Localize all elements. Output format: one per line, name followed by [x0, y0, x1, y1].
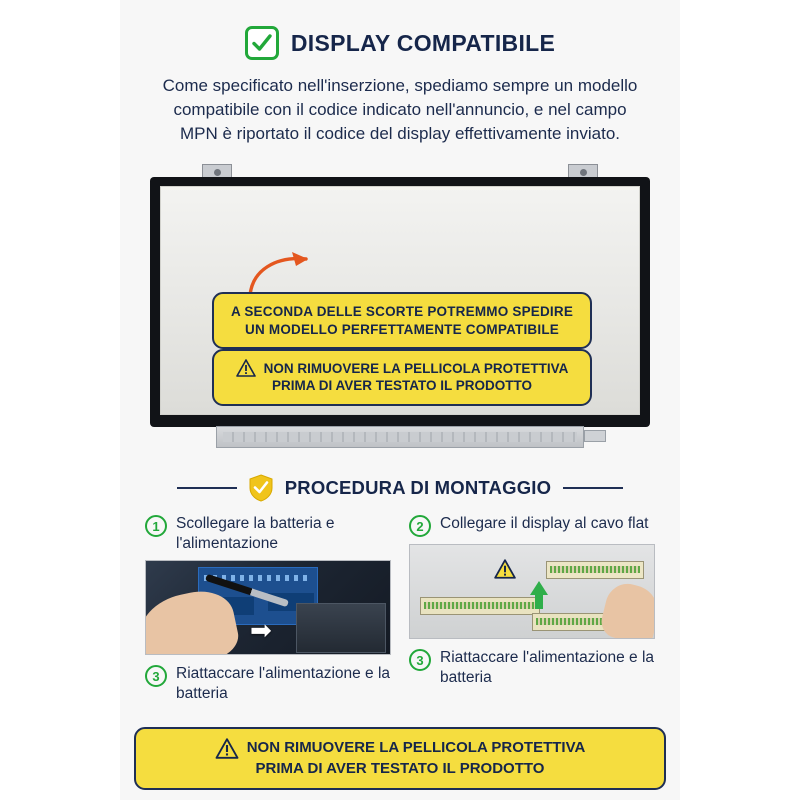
step-2 — [409, 514, 655, 537]
bottom-warning-line2: PRIMA DI AVER TESTATO IL PRODOTTO — [255, 759, 545, 777]
procedure-column-left — [145, 514, 391, 710]
step-3-left — [145, 664, 391, 703]
page-title: DISPLAY COMPATIBILE — [290, 29, 556, 56]
step-2-text: Collegare il display al cavo flat — [440, 515, 649, 533]
step-3-right — [409, 648, 655, 687]
display-illustration — [150, 164, 650, 454]
connector-left — [420, 597, 540, 615]
curved-arrow-icon — [246, 250, 316, 298]
display-connector-tip — [584, 430, 606, 442]
mount-tab-left — [202, 164, 232, 178]
bottom-warning-banner — [134, 727, 666, 791]
compatibility-callout-line1: A SECONDA DELLE SCORTE POTREMMO SPEDIRE — [230, 304, 574, 320]
connector-top — [546, 561, 644, 579]
step-1-number: 1 — [145, 515, 167, 537]
divider-right — [563, 487, 623, 489]
step-3-left-number: 3 — [145, 665, 167, 687]
step-1 — [145, 514, 391, 553]
green-up-arrow-icon — [530, 581, 548, 595]
white-arrow-icon: ➡ — [250, 615, 272, 646]
film-warning-callout — [212, 349, 592, 406]
intro-text: Come specificato nell'inserzione, spediamo sempre un modello compatibile con il codice indicato nell'annuncio, e nel campo MPN è riportato il codice del display effettivamente inviato. — [162, 76, 638, 144]
divider-left — [177, 487, 237, 489]
laptop-internals-photo — [145, 560, 391, 655]
step-3-left-text: Riattaccare l'alimentazione e la batteria — [176, 665, 391, 702]
compatibility-callout-line2: UN MODELLO PERFETTAMENTE COMPATIBILE — [245, 321, 559, 337]
film-warning-line2: PRIMA DI AVER TESTATO IL PRODOTTO — [271, 378, 532, 394]
green-check-icon — [245, 26, 279, 60]
procedure-header — [134, 474, 666, 502]
compatibility-callout — [212, 292, 592, 349]
bottom-warning-line1: NON RIMUOVERE LA PELLICOLA PROTETTIVA — [246, 739, 586, 757]
battery-shape — [296, 603, 386, 653]
warning-triangle-icon — [236, 359, 256, 377]
film-warning-line1: NON RIMUOVERE LA PELLICOLA PROTETTIVA — [263, 360, 569, 376]
info-sheet — [120, 0, 680, 800]
flat-cable-connector-photo — [409, 544, 655, 639]
step-2-number: 2 — [409, 515, 431, 537]
warning-triangle-icon — [494, 559, 516, 579]
shield-icon — [249, 474, 273, 502]
step-3-right-number: 3 — [409, 649, 431, 671]
procedure-steps — [134, 514, 666, 710]
mount-tab-right — [568, 164, 598, 178]
procedure-title: PROCEDURA DI MONTAGGIO — [284, 477, 552, 499]
display-connector-strip — [216, 426, 584, 448]
warning-triangle-icon — [215, 738, 239, 759]
procedure-column-right — [409, 514, 655, 710]
step-1-text: Scollegare la batteria e l'alimentazione — [176, 515, 335, 552]
header — [134, 0, 666, 60]
step-3-right-text: Riattaccare l'alimentazione e la batteria — [440, 649, 655, 686]
